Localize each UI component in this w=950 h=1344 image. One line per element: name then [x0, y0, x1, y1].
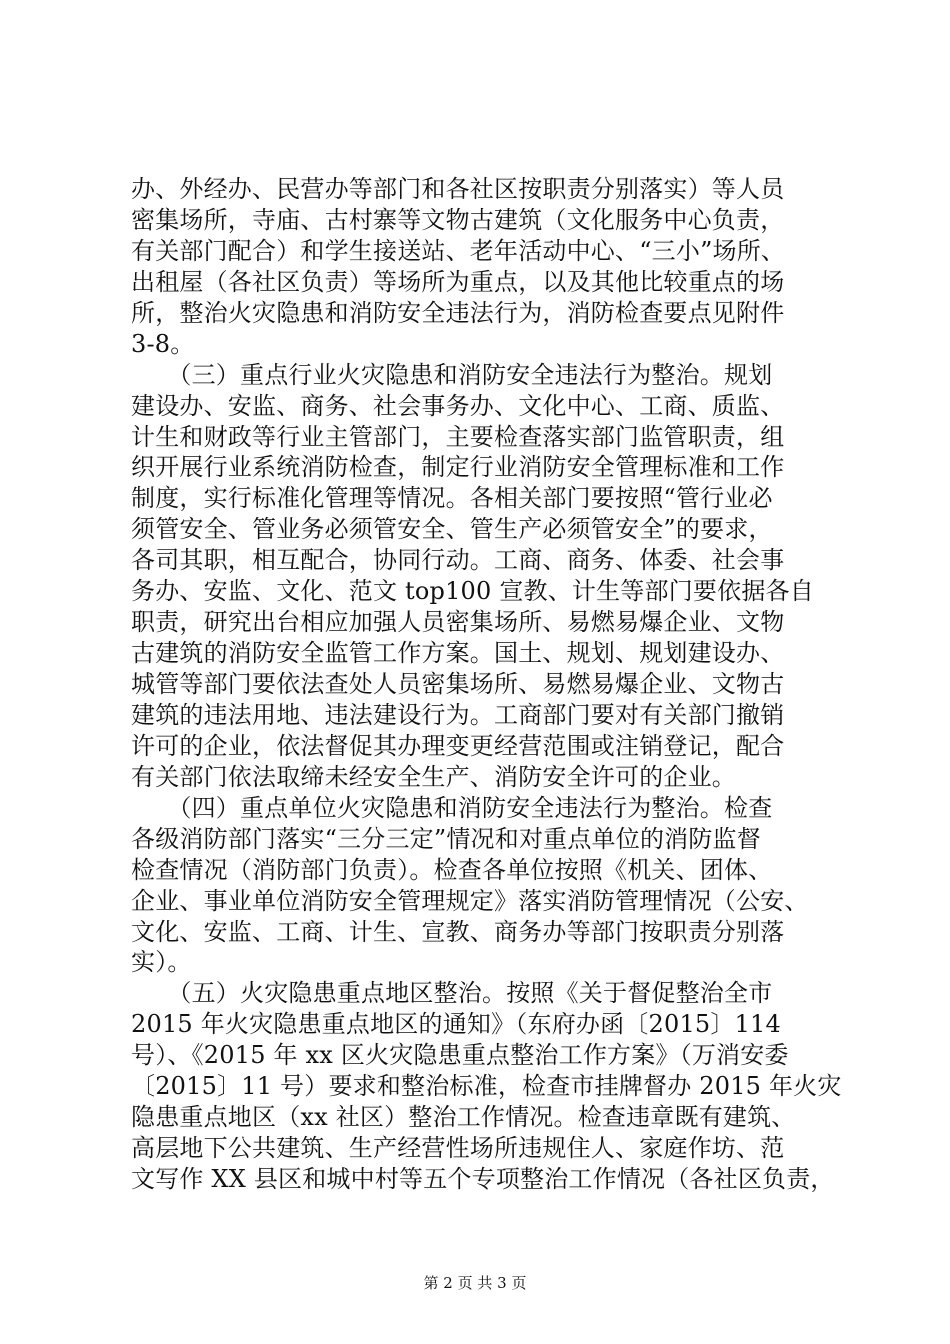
text-line: 出租屋（各社区负责）等场所为重点，以及其他比较重点的场 — [131, 267, 785, 296]
text-line: 号）、《2015 年 xx 区火灾隐患重点整治工作方案》（万消安委 — [131, 1041, 789, 1070]
text-line: 隐患重点地区（xx 社区）整治工作情况。检查违章既有建筑、 — [131, 1103, 796, 1132]
text-line: 文写作 XX 县区和城中村等五个专项整治工作情况（各社区负责， — [131, 1165, 835, 1193]
text-line: 建筑的违法用地、违法建设行为。工商部门要对有关部门撤销 — [131, 700, 785, 729]
text-line: （五）火灾隐患重点地区整治。按照《关于督促整治全市 — [131, 979, 773, 1008]
text-line: 织开展行业系统消防检查，制定行业消防安全管理标准和工作 — [131, 453, 785, 482]
text-line: 各司其职，相互配合，协同行动。工商、商务、体委、社会事 — [131, 546, 785, 575]
text-line: 高层地下公共建筑、生产经营性场所违规住人、家庭作坊、范 — [131, 1134, 785, 1163]
text-line: 计生和财政等行业主管部门，主要检查落实部门监管职责，组 — [131, 422, 785, 451]
text-line: 城管等部门要依法查处人员密集场所、易燃易爆企业、文物古 — [131, 670, 785, 698]
text-line: （三）重点行业火灾隐患和消防安全违法行为整治。规划 — [131, 360, 773, 389]
text-line: 密集场所，寺庙、古村寨等文物古建筑（文化服务中心负责， — [131, 205, 785, 234]
text-line: 须管安全、管业务必须管安全、管生产必须管安全”的要求， — [131, 515, 773, 544]
text-line: 办、外经办、民营办等部门和各社区按职责分别落实）等人员 — [131, 175, 785, 203]
text-line: 〔2015〕11 号）要求和整治标准，检查市挂牌督办 2015 年火灾 — [131, 1072, 842, 1101]
text-line: 制度，实行标准化管理等情况。各相关部门要按照“管行业必 — [131, 484, 773, 513]
page-number-footer: 第 2 页 共 3 页 — [423, 1274, 527, 1292]
text-line: 检查情况（消防部门负责）。检查各单位按照《机关、团体、 — [131, 855, 773, 884]
text-line: 有关部门依法取缔未经安全生产、消防安全许可的企业。 — [131, 762, 736, 791]
text-line: 许可的企业，依法督促其办理变更经营范围或注销登记，配合 — [131, 731, 785, 760]
document-body — [131, 174, 842, 1195]
text-line: 建设办、安监、商务、社会事务办、文化中心、工商、质监、 — [131, 391, 785, 420]
text-line: 企业、事业单位消防安全管理规定》落实消防管理情况（公安、 — [131, 886, 809, 915]
text-line: 有关部门配合）和学生接送站、老年活动中心、“三小”场所、 — [131, 236, 786, 265]
text-line: 2015 年火灾隐患重点地区的通知》（东府办函〔2015〕114 — [131, 1010, 781, 1039]
text-line: 务办、安监、文化、范文 top100 宣教、计生等部门要依据各自 — [131, 577, 814, 606]
text-line: 文化、安监、工商、计生、宣教、商务办等部门按职责分别落 — [131, 917, 785, 946]
text-line: 所，整治火灾隐患和消防安全违法行为，消防检查要点见附件 — [131, 298, 785, 327]
text-line: （四）重点单位火灾隐患和消防安全违法行为整治。检查 — [131, 793, 773, 822]
text-line: 古建筑的消防安全监管工作方案。国土、规划、规划建设办、 — [131, 639, 785, 668]
text-line: 实）。 — [131, 948, 192, 977]
text-line: 3-8。 — [131, 329, 195, 358]
text-line: 各级消防部门落实“三分三定”情况和对重点单位的消防监督 — [131, 824, 761, 853]
text-line: 职责，研究出台相应加强人员密集场所、易燃易爆企业、文物 — [131, 608, 785, 637]
